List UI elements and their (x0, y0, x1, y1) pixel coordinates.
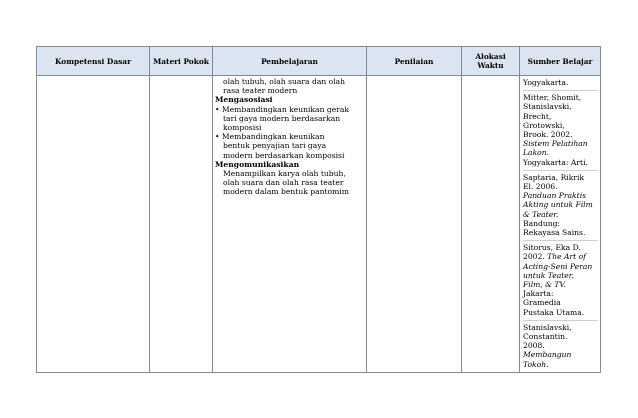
komunikasi-line-1: Menampilkan karya olah tubuh, (223, 169, 346, 179)
mengasosiasi-bullet-2 (215, 132, 365, 160)
reference-entry: Yogyakarta. (523, 76, 598, 91)
reference-entry: Stanislavski, Constantin. 2008. Membangun Tokoh. (523, 322, 572, 369)
cell-alokasi-waktu (462, 76, 520, 373)
cell-materi-pokok (150, 76, 213, 373)
header-pembelajaran: Pembelajaran (213, 47, 367, 76)
mengasosiasi-bullet-1 (215, 105, 365, 133)
mengasosiasi-heading: Mengasosiasi (215, 95, 273, 105)
cell-penilaian (367, 76, 462, 373)
header-kompetensi-dasar: Kompetensi Dasar (37, 47, 150, 76)
bullet-2-line-2: bentuk penyajian tari gaya (223, 141, 327, 151)
pembelajaran-continuation-2: rasa teater modern (223, 86, 298, 96)
pembelajaran-content (213, 76, 366, 197)
cell-sumber-belajar (520, 76, 601, 373)
table-row (37, 76, 601, 373)
bullet-icon: • (215, 132, 220, 142)
header-sumber-belajar: Sumber Belajar (520, 47, 601, 76)
reference-entry: Sitorus, Eka D. 2002. The Art of Acting-Seni Peran untuk Teater, Film, & TV. Jakarta: Gramedia Pustaka Utama. (523, 241, 598, 321)
header-materi-pokok: Materi Pokok (150, 47, 213, 76)
bullet-icon: • (215, 104, 220, 114)
cell-kompetensi-dasar (37, 76, 150, 373)
header-penilaian: Penilaian (367, 47, 462, 76)
table-header (37, 47, 601, 76)
header-alokasi-line-2: Waktu (477, 61, 504, 70)
pembelajaran-continuation-1: olah tubuh, olah suara dan olah (223, 77, 346, 86)
header-alokasi-line-1: Alokasi (475, 52, 506, 61)
curriculum-table (36, 46, 601, 373)
bullet-2-line-1: Membandingkan keunikan (221, 132, 325, 142)
reference-entry: Saptaria, Rikrik El. 2006. Panduan Praktis Akting untuk Film & Teater. Bandung: Rekayasa Sains. (523, 171, 598, 241)
komunikasi-line-2: olah suara dan olah rasa teater (223, 178, 344, 188)
mengkomunikasikan-heading: Mengomunikasikan (215, 159, 300, 169)
header-row (37, 47, 601, 76)
bullet-1-line-2: tari gaya modern berdasarkan (223, 113, 341, 123)
komunikasi-line-3: modern dalam bentuk pantomim (223, 187, 349, 197)
cell-pembelajaran (213, 76, 367, 373)
bullet-1-line-1: Membandingkan keunikan gerak (221, 104, 349, 114)
sumber-belajar-list (520, 76, 600, 372)
header-alokasi-waktu (462, 47, 520, 76)
reference-entry: Mitter, Shomit, Stanislavski, Brecht, Grotowski, Brook. 2002. Sistem Pelatihan Lakon. Yogyakarta: Arti. (523, 91, 598, 171)
bullet-2-line-3: modern berdasarkan komposisi (223, 150, 345, 160)
bullet-1-line-3: komposisi (223, 123, 262, 133)
